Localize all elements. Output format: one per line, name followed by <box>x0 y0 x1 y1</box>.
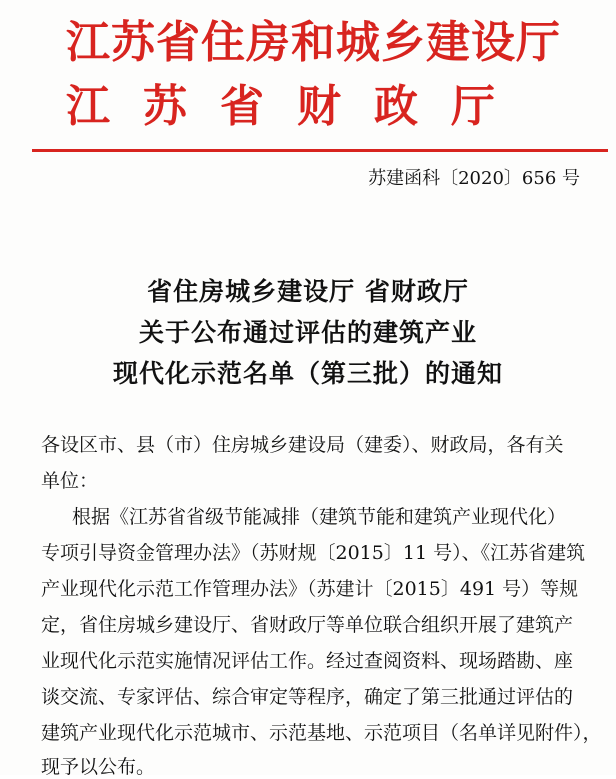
body-line: 产业现代化示范工作管理办法》（苏建计〔2015〕491 号）等规 <box>41 578 579 600</box>
body-line: 现予以公布。 <box>41 756 156 778</box>
body-line: 定，省住房城乡建设厅、省财政厅等单位联合组织开展了建筑产 <box>41 614 574 636</box>
body-line-recipients: 各设区市、县（市）住房城乡建设局（建委）、财政局，各有关 <box>41 434 564 456</box>
issuer-name-finance-dept: 江苏省财政厅 <box>66 81 528 132</box>
red-divider-line <box>32 149 608 152</box>
body-line-recipients-end: 单位： <box>41 470 99 492</box>
notice-title-line-2: 关于公布通过评估的建筑产业 <box>138 318 477 347</box>
body-line: 业现代化示范实施情况评估工作。经过查阅资料、现场踏勘、座 <box>41 650 574 672</box>
notice-title-line-3: 现代化示范名单（第三批）的通知 <box>112 359 503 388</box>
document-number: 苏建函科〔2020〕656 号 <box>368 168 580 189</box>
issuer-name-housing-dept: 江苏省住房和城乡建设厅 <box>66 17 561 68</box>
body-line: 建筑产业现代化示范城市、示范基地、示范项目（名单详见附件）， <box>41 722 602 744</box>
body-line: 根据《江苏省省级节能减排（建筑节能和建筑产业现代化） <box>72 506 567 528</box>
body-line: 谈交流、专家评估、综合审定等程序，确定了第三批通过评估的 <box>41 686 574 708</box>
body-line: 专项引导资金管理办法》（苏财规〔2015〕11 号）、《江苏省建筑 <box>41 542 586 564</box>
notice-title-line-1: 省住房城乡建设厅 省财政厅 <box>147 277 469 306</box>
